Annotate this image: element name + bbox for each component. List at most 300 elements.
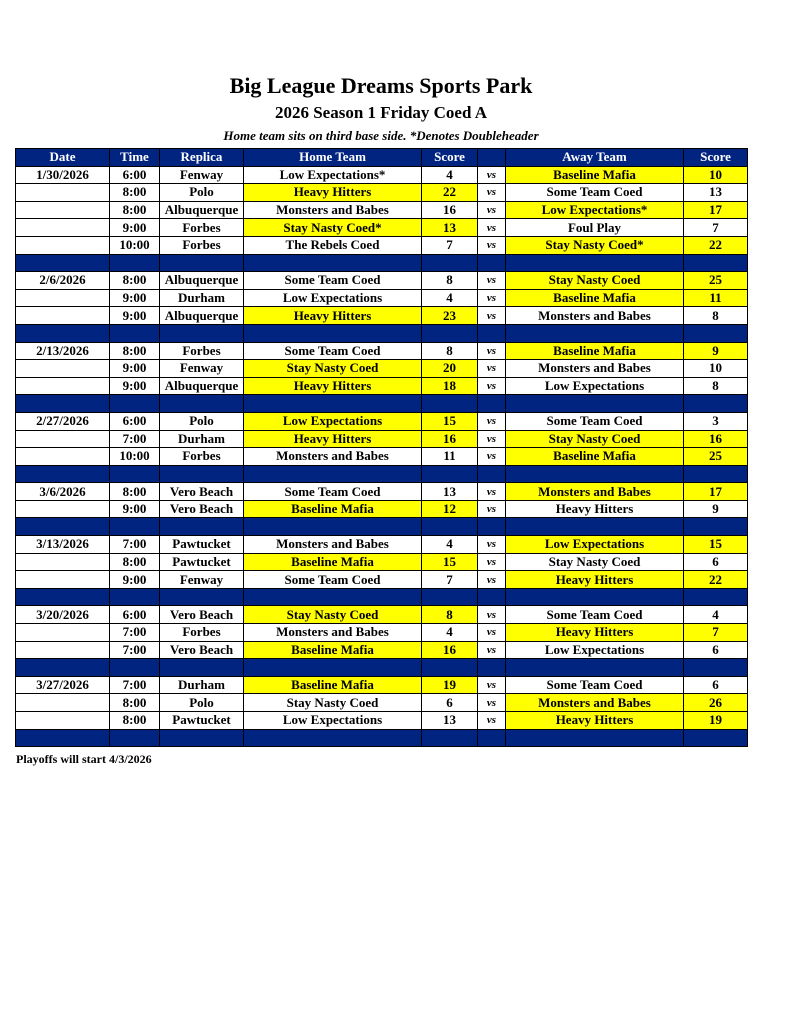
- away-score: 10: [684, 166, 748, 184]
- away-team: Baseline Mafia: [506, 448, 684, 466]
- game-time: 8:00: [110, 483, 160, 501]
- home-score: 7: [422, 236, 478, 254]
- game-row: [16, 553, 748, 571]
- separator-cell: [684, 254, 748, 272]
- vs-label: vs: [478, 483, 506, 501]
- away-team: Baseline Mafia: [506, 166, 684, 184]
- separator-cell: [478, 254, 506, 272]
- home-team: Some Team Coed: [244, 571, 422, 589]
- game-replica-field: Pawtucket: [160, 553, 244, 571]
- game-date: [16, 201, 110, 219]
- separator-cell: [478, 395, 506, 413]
- game-time: 9:00: [110, 377, 160, 395]
- separator-cell: [16, 324, 110, 342]
- home-score: 8: [422, 342, 478, 360]
- home-score: 8: [422, 272, 478, 290]
- game-replica-field: Vero Beach: [160, 641, 244, 659]
- game-time: 7:00: [110, 430, 160, 448]
- game-time: 9:00: [110, 307, 160, 325]
- home-score: 7: [422, 571, 478, 589]
- separator-cell: [160, 659, 244, 677]
- home-team: The Rebels Coed: [244, 236, 422, 254]
- separator-cell: [684, 465, 748, 483]
- game-row: [16, 307, 748, 325]
- separator-cell: [160, 254, 244, 272]
- separator-cell: [244, 395, 422, 413]
- home-score: 15: [422, 553, 478, 571]
- game-date: [16, 184, 110, 202]
- col-time-header: Time: [110, 149, 160, 167]
- game-row: [16, 430, 748, 448]
- col-away-score-header: Score: [684, 149, 748, 167]
- vs-label: vs: [478, 694, 506, 712]
- separator-cell: [684, 395, 748, 413]
- game-replica-field: Durham: [160, 289, 244, 307]
- vs-label: vs: [478, 641, 506, 659]
- game-date: 3/13/2026: [16, 536, 110, 554]
- vs-label: vs: [478, 184, 506, 202]
- game-time: 9:00: [110, 360, 160, 378]
- away-score: 26: [684, 694, 748, 712]
- separator-cell: [506, 729, 684, 747]
- game-row: [16, 624, 748, 642]
- game-row: [16, 360, 748, 378]
- home-team: Heavy Hitters: [244, 430, 422, 448]
- separator-cell: [244, 729, 422, 747]
- col-home-score-header: Score: [422, 149, 478, 167]
- home-team: Heavy Hitters: [244, 184, 422, 202]
- week-separator-row: [16, 465, 748, 483]
- game-row: [16, 184, 748, 202]
- home-team: Low Expectations: [244, 412, 422, 430]
- vs-label: vs: [478, 536, 506, 554]
- separator-cell: [684, 659, 748, 677]
- game-replica-field: Forbes: [160, 236, 244, 254]
- game-date: [16, 553, 110, 571]
- away-team: Heavy Hitters: [506, 712, 684, 730]
- season-subtitle: 2026 Season 1 Friday Coed A: [274, 103, 488, 122]
- home-team: Stay Nasty Coed: [244, 694, 422, 712]
- home-team: Stay Nasty Coed: [244, 606, 422, 624]
- away-score: 16: [684, 430, 748, 448]
- header-row: [16, 149, 748, 167]
- game-date: [16, 571, 110, 589]
- game-date: [16, 624, 110, 642]
- separator-cell: [160, 465, 244, 483]
- home-team: Stay Nasty Coed*: [244, 219, 422, 237]
- home-score: 19: [422, 676, 478, 694]
- away-team: Some Team Coed: [506, 676, 684, 694]
- week-separator-row: [16, 659, 748, 677]
- away-team: Monsters and Babes: [506, 694, 684, 712]
- vs-label: vs: [478, 236, 506, 254]
- game-replica-field: Durham: [160, 430, 244, 448]
- game-time: 9:00: [110, 500, 160, 518]
- home-score: 20: [422, 360, 478, 378]
- separator-cell: [244, 659, 422, 677]
- game-date: [16, 236, 110, 254]
- separator-cell: [160, 518, 244, 536]
- away-team: Low Expectations: [506, 641, 684, 659]
- game-row: [16, 712, 748, 730]
- away-score: 9: [684, 342, 748, 360]
- vs-label: vs: [478, 289, 506, 307]
- separator-cell: [110, 588, 160, 606]
- separator-cell: [110, 729, 160, 747]
- home-score: 22: [422, 184, 478, 202]
- game-replica-field: Forbes: [160, 219, 244, 237]
- away-team: Stay Nasty Coed: [506, 553, 684, 571]
- away-team: Some Team Coed: [506, 606, 684, 624]
- separator-cell: [422, 659, 478, 677]
- game-date: [16, 694, 110, 712]
- separator-cell: [16, 254, 110, 272]
- away-team: Low Expectations: [506, 377, 684, 395]
- away-team: Monsters and Babes: [506, 307, 684, 325]
- away-score: 4: [684, 606, 748, 624]
- away-score: 22: [684, 571, 748, 589]
- separator-cell: [478, 518, 506, 536]
- game-replica-field: Polo: [160, 184, 244, 202]
- game-time: 8:00: [110, 712, 160, 730]
- home-team: Monsters and Babes: [244, 448, 422, 466]
- game-replica-field: Albuquerque: [160, 377, 244, 395]
- game-replica-field: Vero Beach: [160, 500, 244, 518]
- game-row: [16, 641, 748, 659]
- game-replica-field: Fenway: [160, 166, 244, 184]
- home-score: 6: [422, 694, 478, 712]
- vs-label: vs: [478, 430, 506, 448]
- game-replica-field: Forbes: [160, 342, 244, 360]
- away-score: 8: [684, 377, 748, 395]
- game-row: [16, 377, 748, 395]
- home-score: 4: [422, 289, 478, 307]
- away-score: 17: [684, 201, 748, 219]
- away-score: 15: [684, 536, 748, 554]
- home-team: Baseline Mafia: [244, 500, 422, 518]
- separator-cell: [160, 395, 244, 413]
- separator-cell: [16, 729, 110, 747]
- away-score: 9: [684, 500, 748, 518]
- separator-cell: [244, 324, 422, 342]
- vs-label: vs: [478, 676, 506, 694]
- home-team: Some Team Coed: [244, 272, 422, 290]
- home-team: Low Expectations*: [244, 166, 422, 184]
- game-time: 6:00: [110, 412, 160, 430]
- separator-cell: [422, 254, 478, 272]
- game-date: [16, 360, 110, 378]
- home-team: Heavy Hitters: [244, 377, 422, 395]
- away-score: 13: [684, 184, 748, 202]
- separator-cell: [684, 588, 748, 606]
- away-score: 22: [684, 236, 748, 254]
- separator-cell: [16, 518, 110, 536]
- game-replica-field: Polo: [160, 412, 244, 430]
- game-time: 7:00: [110, 536, 160, 554]
- game-time: 10:00: [110, 236, 160, 254]
- vs-label: vs: [478, 272, 506, 290]
- separator-cell: [160, 324, 244, 342]
- game-row: [16, 500, 748, 518]
- separator-cell: [478, 729, 506, 747]
- away-score: 17: [684, 483, 748, 501]
- vs-label: vs: [478, 360, 506, 378]
- separator-cell: [506, 588, 684, 606]
- home-score: 13: [422, 483, 478, 501]
- separator-cell: [160, 729, 244, 747]
- week-separator-row: [16, 518, 748, 536]
- game-replica-field: Pawtucket: [160, 536, 244, 554]
- away-team: Foul Play: [506, 219, 684, 237]
- vs-label: vs: [478, 377, 506, 395]
- away-score: 6: [684, 641, 748, 659]
- home-score: 13: [422, 219, 478, 237]
- separator-cell: [110, 518, 160, 536]
- col-date-header: Date: [16, 149, 110, 167]
- home-score: 23: [422, 307, 478, 325]
- game-date: [16, 219, 110, 237]
- away-team: Heavy Hitters: [506, 500, 684, 518]
- game-row: [16, 571, 748, 589]
- game-row: [16, 536, 748, 554]
- separator-cell: [478, 588, 506, 606]
- home-score: 4: [422, 624, 478, 642]
- home-team: Monsters and Babes: [244, 536, 422, 554]
- game-time: 9:00: [110, 219, 160, 237]
- game-date: 3/27/2026: [16, 676, 110, 694]
- schedule-note: Home team sits on third base side. *Denotes Doubleheader: [223, 128, 539, 143]
- game-date: [16, 307, 110, 325]
- vs-label: vs: [478, 712, 506, 730]
- separator-cell: [422, 588, 478, 606]
- away-team: Monsters and Babes: [506, 483, 684, 501]
- away-team: Heavy Hitters: [506, 624, 684, 642]
- separator-cell: [110, 254, 160, 272]
- separator-cell: [422, 465, 478, 483]
- home-team: Low Expectations: [244, 289, 422, 307]
- away-score: 6: [684, 553, 748, 571]
- schedule-table: [15, 148, 748, 747]
- home-score: 4: [422, 166, 478, 184]
- home-team: Monsters and Babes: [244, 201, 422, 219]
- away-team: Some Team Coed: [506, 412, 684, 430]
- game-date: [16, 448, 110, 466]
- vs-label: vs: [478, 500, 506, 518]
- game-date: 2/13/2026: [16, 342, 110, 360]
- separator-cell: [244, 518, 422, 536]
- game-replica-field: Durham: [160, 676, 244, 694]
- page-title: Big League Dreams Sports Park: [229, 73, 533, 98]
- week-separator-row: [16, 254, 748, 272]
- separator-cell: [110, 395, 160, 413]
- game-time: 8:00: [110, 694, 160, 712]
- game-replica-field: Pawtucket: [160, 712, 244, 730]
- separator-cell: [16, 465, 110, 483]
- vs-label: vs: [478, 166, 506, 184]
- vs-label: vs: [478, 553, 506, 571]
- away-team: Stay Nasty Coed: [506, 272, 684, 290]
- separator-cell: [244, 588, 422, 606]
- away-team: Some Team Coed: [506, 184, 684, 202]
- away-score: 7: [684, 219, 748, 237]
- home-team: Baseline Mafia: [244, 553, 422, 571]
- game-time: 6:00: [110, 166, 160, 184]
- home-score: 16: [422, 641, 478, 659]
- week-separator-row: [16, 395, 748, 413]
- game-time: 8:00: [110, 201, 160, 219]
- away-score: 8: [684, 307, 748, 325]
- away-team: Monsters and Babes: [506, 360, 684, 378]
- vs-label: vs: [478, 624, 506, 642]
- vs-label: vs: [478, 571, 506, 589]
- game-replica-field: Fenway: [160, 571, 244, 589]
- game-time: 7:00: [110, 641, 160, 659]
- home-team: Some Team Coed: [244, 342, 422, 360]
- home-team: Monsters and Babes: [244, 624, 422, 642]
- game-replica-field: Forbes: [160, 624, 244, 642]
- home-team: Heavy Hitters: [244, 307, 422, 325]
- home-team: Low Expectations: [244, 712, 422, 730]
- col-home-team-header: Home Team: [244, 149, 422, 167]
- game-row: [16, 236, 748, 254]
- separator-cell: [506, 395, 684, 413]
- game-date: [16, 712, 110, 730]
- away-team: Stay Nasty Coed*: [506, 236, 684, 254]
- home-score: 4: [422, 536, 478, 554]
- game-row: [16, 606, 748, 624]
- game-replica-field: Fenway: [160, 360, 244, 378]
- game-time: 7:00: [110, 676, 160, 694]
- home-score: 13: [422, 712, 478, 730]
- away-team: Low Expectations*: [506, 201, 684, 219]
- game-replica-field: Vero Beach: [160, 606, 244, 624]
- away-team: Stay Nasty Coed: [506, 430, 684, 448]
- game-row: [16, 483, 748, 501]
- game-time: 8:00: [110, 184, 160, 202]
- game-row: [16, 448, 748, 466]
- home-score: 16: [422, 201, 478, 219]
- separator-cell: [478, 465, 506, 483]
- game-replica-field: Vero Beach: [160, 483, 244, 501]
- game-date: [16, 289, 110, 307]
- separator-cell: [506, 324, 684, 342]
- away-score: 11: [684, 289, 748, 307]
- game-replica-field: Albuquerque: [160, 307, 244, 325]
- vs-label: vs: [478, 448, 506, 466]
- separator-cell: [478, 324, 506, 342]
- home-team: Some Team Coed: [244, 483, 422, 501]
- separator-cell: [244, 254, 422, 272]
- away-score: 19: [684, 712, 748, 730]
- week-separator-row: [16, 324, 748, 342]
- game-row: [16, 219, 748, 237]
- game-date: [16, 430, 110, 448]
- separator-cell: [422, 729, 478, 747]
- home-score: 11: [422, 448, 478, 466]
- separator-cell: [684, 518, 748, 536]
- away-score: 25: [684, 448, 748, 466]
- game-row: [16, 166, 748, 184]
- game-date: 1/30/2026: [16, 166, 110, 184]
- game-row: [16, 694, 748, 712]
- separator-cell: [684, 729, 748, 747]
- game-row: [16, 272, 748, 290]
- separator-cell: [16, 659, 110, 677]
- game-time: 6:00: [110, 606, 160, 624]
- separator-cell: [110, 465, 160, 483]
- separator-cell: [478, 659, 506, 677]
- game-time: 10:00: [110, 448, 160, 466]
- game-row: [16, 289, 748, 307]
- away-score: 6: [684, 676, 748, 694]
- away-score: 10: [684, 360, 748, 378]
- vs-label: vs: [478, 342, 506, 360]
- home-team: Stay Nasty Coed: [244, 360, 422, 378]
- separator-cell: [244, 465, 422, 483]
- away-score: 7: [684, 624, 748, 642]
- vs-label: vs: [478, 307, 506, 325]
- game-date: [16, 377, 110, 395]
- game-replica-field: Albuquerque: [160, 201, 244, 219]
- separator-cell: [160, 588, 244, 606]
- home-team: Baseline Mafia: [244, 641, 422, 659]
- away-score: 25: [684, 272, 748, 290]
- separator-cell: [506, 518, 684, 536]
- separator-cell: [16, 395, 110, 413]
- separator-cell: [506, 465, 684, 483]
- separator-cell: [422, 324, 478, 342]
- separator-cell: [16, 588, 110, 606]
- game-row: [16, 201, 748, 219]
- game-time: 8:00: [110, 553, 160, 571]
- home-score: 18: [422, 377, 478, 395]
- game-time: 8:00: [110, 272, 160, 290]
- away-team: Baseline Mafia: [506, 342, 684, 360]
- game-replica-field: Albuquerque: [160, 272, 244, 290]
- home-score: 8: [422, 606, 478, 624]
- game-row: [16, 342, 748, 360]
- game-row: [16, 676, 748, 694]
- separator-cell: [422, 395, 478, 413]
- vs-label: vs: [478, 606, 506, 624]
- separator-cell: [110, 324, 160, 342]
- game-replica-field: Polo: [160, 694, 244, 712]
- separator-cell: [422, 518, 478, 536]
- home-score: 12: [422, 500, 478, 518]
- col-replica-header: Replica: [160, 149, 244, 167]
- home-score: 15: [422, 412, 478, 430]
- week-separator-row: [16, 588, 748, 606]
- game-replica-field: Forbes: [160, 448, 244, 466]
- separator-cell: [684, 324, 748, 342]
- game-date: 2/6/2026: [16, 272, 110, 290]
- game-date: 2/27/2026: [16, 412, 110, 430]
- separator-cell: [110, 659, 160, 677]
- home-team: Baseline Mafia: [244, 676, 422, 694]
- game-date: 3/6/2026: [16, 483, 110, 501]
- col-away-team-header: Away Team: [506, 149, 684, 167]
- game-date: [16, 500, 110, 518]
- game-time: 9:00: [110, 289, 160, 307]
- separator-cell: [506, 659, 684, 677]
- away-team: Heavy Hitters: [506, 571, 684, 589]
- schedule-body: [16, 166, 748, 747]
- away-team: Low Expectations: [506, 536, 684, 554]
- separator-cell: [506, 254, 684, 272]
- game-date: [16, 641, 110, 659]
- vs-label: vs: [478, 412, 506, 430]
- game-time: 9:00: [110, 571, 160, 589]
